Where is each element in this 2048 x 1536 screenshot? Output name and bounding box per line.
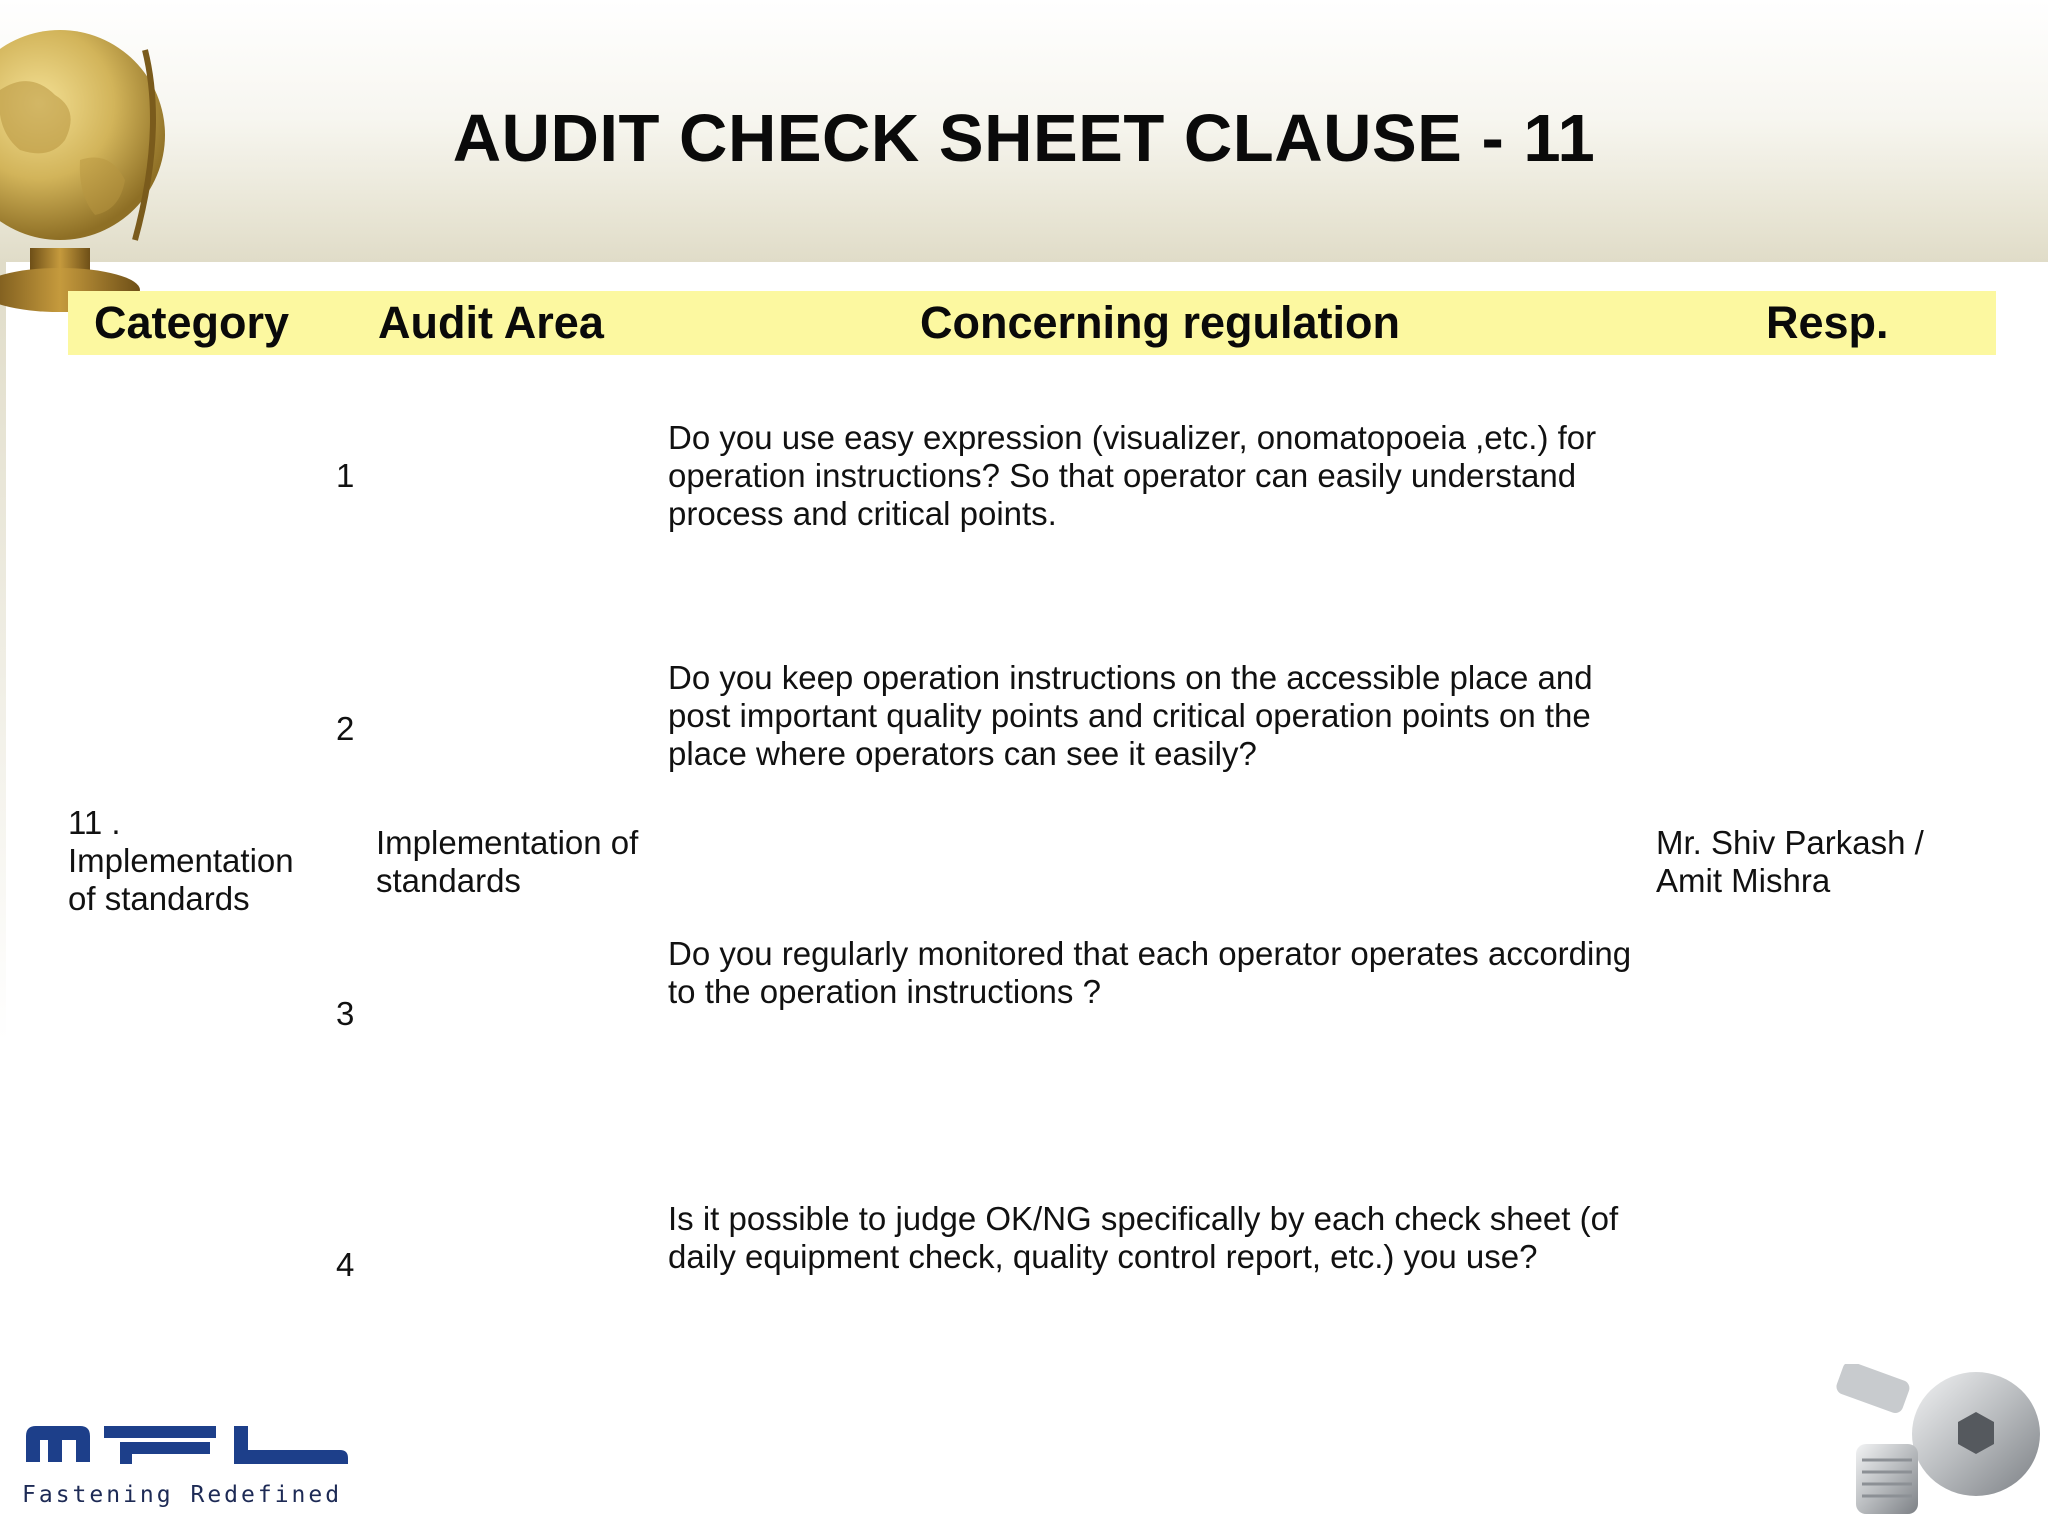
tagline: Fastening Redefined xyxy=(22,1482,343,1508)
row-number: 1 xyxy=(336,457,355,494)
regulation-text: Do you keep operation instructions on the accessible place and post important quality points and critical operation points on the place where operators can see it easily? xyxy=(668,659,1593,772)
table-header-row xyxy=(68,291,1996,355)
audit-area-cell: Implementation of standards xyxy=(376,824,639,899)
header-concerning-regulation: Concerning regulation xyxy=(920,297,1401,348)
slide-title: AUDIT CHECK SHEET CLAUSE - 11 xyxy=(452,101,1596,176)
category-cell: 11 . Implementation of standards xyxy=(68,804,294,917)
regulation-text: Do you use easy expression (visualizer, onomatopoeia ,etc.) for operation instructions? So that operator can easily understand process and critical points. xyxy=(668,419,1597,532)
row-number: 4 xyxy=(336,1246,355,1283)
row-number: 2 xyxy=(336,710,355,747)
header-category: Category xyxy=(94,297,290,348)
row-number: 3 xyxy=(336,995,355,1032)
bolts-icon xyxy=(1836,1364,2048,1536)
header-audit-area: Audit Area xyxy=(378,297,604,348)
regulation-text: Do you regularly monitored that each operator operates according to the operation instructions ? xyxy=(668,935,1632,1010)
resp-cell: Mr. Shiv Parkash / Amit Mishra xyxy=(1656,824,1924,899)
left-edge-rule xyxy=(0,262,6,1042)
header-resp: Resp. xyxy=(1766,297,1889,348)
regulation-text: Is it possible to judge OK/NG specifically by each check sheet (of daily equipment check, quality control report, etc.) you use? xyxy=(668,1200,1619,1275)
